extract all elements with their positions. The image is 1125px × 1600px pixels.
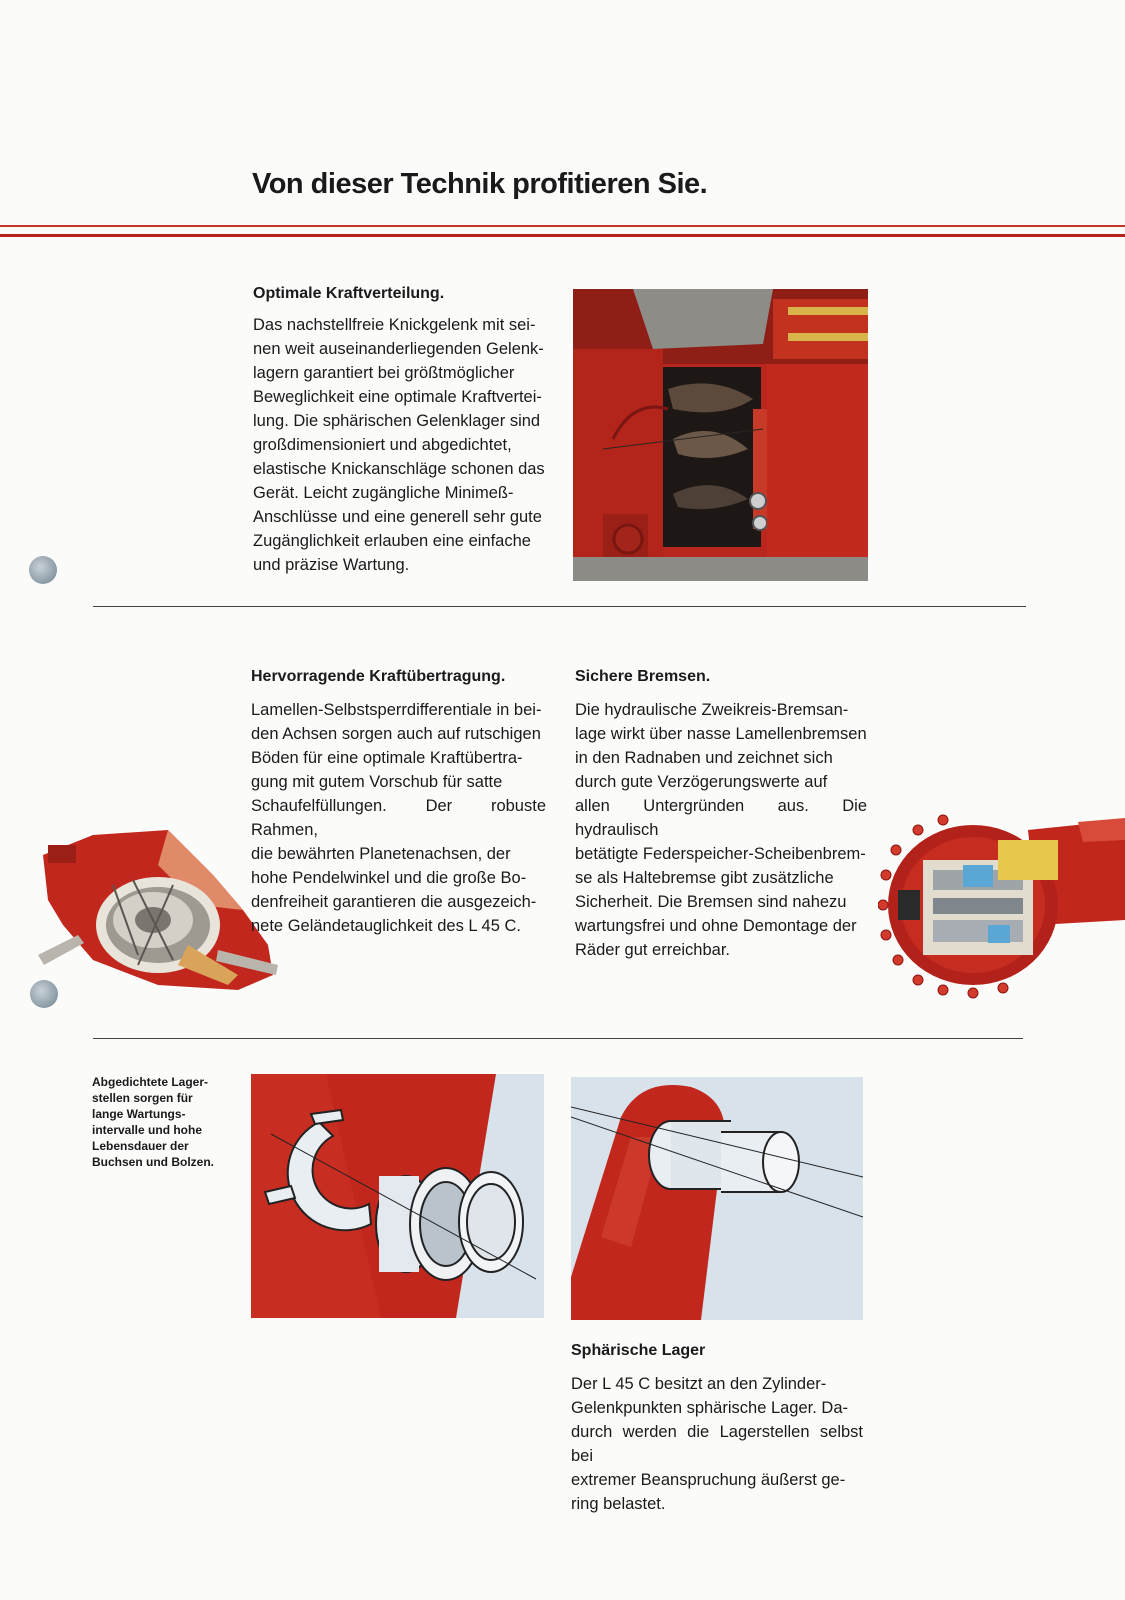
section-kraftverteilung [253, 285, 545, 577]
text-line: in den Radnaben und zeichnet sich [575, 749, 833, 767]
section-bremsen [575, 668, 867, 962]
header-rule-thick [0, 234, 1125, 237]
text-line: allen Untergründen aus. Die hydraulisch [575, 797, 867, 839]
caption-line: Abgedichtete Lager- [92, 1075, 209, 1089]
caption-line: intervalle und hohe [92, 1123, 203, 1137]
section-heading: Optimale Kraftverteilung. [253, 285, 445, 302]
section-sphaerische-lager [571, 1342, 863, 1516]
text-line: ring belastet. [571, 1495, 666, 1513]
text-line: Der L 45 C besitzt an den Zylinder- [571, 1375, 827, 1393]
text-line: und präzise Wartung. [253, 556, 410, 574]
text-line: Zugänglichkeit erlauben eine einfache [253, 532, 531, 550]
section-heading: Hervorragende Kraftübertragung. [251, 668, 506, 685]
text-line: lage wirkt über nasse Lamellenbremsen [575, 725, 867, 743]
text-line: Gelenkpunkten sphärische Lager. Da- [571, 1399, 849, 1417]
text-line: Schaufelfüllungen. Der robuste Rahmen, [251, 797, 546, 839]
text-line: Räder gut erreichbar. [575, 941, 731, 959]
text-line: Lamellen-Selbstsperrdifferentiale in bei- [251, 701, 542, 719]
differential-illustration [38, 815, 278, 1000]
caption-line: stellen sorgen für [92, 1091, 193, 1105]
caption-line: Buchsen und Bolzen. [92, 1155, 215, 1169]
punch-hole-upper [29, 556, 57, 584]
text-line: Anschlüsse und eine generell sehr gute [253, 508, 542, 526]
text-line: betätigte Federspeicher-Scheibenbrem- [575, 845, 866, 863]
text-line: Die hydraulische Zweikreis-Bremsan- [575, 701, 849, 719]
caption-line: lange Wartungs- [92, 1107, 186, 1121]
text-line: Gerät. Leicht zugängliche Minimeß- [253, 484, 514, 502]
section-kraftuebertragung [251, 668, 546, 938]
text-line: hohe Pendelwinkel und die große Bo- [251, 869, 527, 887]
header-rule-thin [0, 225, 1125, 227]
page-title: Von dieser Technik profitieren Sie. [252, 168, 708, 200]
text-line: Böden für eine optimale Kraftübertra- [251, 749, 523, 767]
text-line: elastische Knickanschläge schonen das [253, 460, 545, 478]
text-line: durch werden die Lagerstellen selbst bei [571, 1423, 863, 1465]
text-line: wartungsfrei und ohne Demontage der [575, 917, 857, 935]
lager-caption [92, 1074, 232, 1170]
section-heading: Sphärische Lager [571, 1342, 706, 1359]
text-line: nen weit auseinanderliegenden Gelenk- [253, 340, 544, 358]
section-heading: Sichere Bremsen. [575, 668, 711, 685]
text-line: gung mit gutem Vorschub für satte [251, 773, 503, 791]
knickgelenk-photo [573, 289, 868, 581]
text-line: se als Haltebremse gibt zusätzliche [575, 869, 834, 887]
text-line: lagern garantiert bei größtmöglicher [253, 364, 515, 382]
text-line: Sicherheit. Die Bremsen sind nahezu [575, 893, 847, 911]
text-line: durch gute Verzögerungswerte auf [575, 773, 828, 791]
text-line: die bewährten Planetenachsen, der [251, 845, 511, 863]
text-line: extremer Beanspruchung äußerst ge- [571, 1471, 846, 1489]
text-line: großdimensioniert und abgedichtet, [253, 436, 512, 454]
section-divider [93, 606, 1026, 607]
text-line: nete Geländetauglichkeit des L 45 C. [251, 917, 521, 935]
text-line: lung. Die sphärischen Gelenklager sind [253, 412, 541, 430]
text-line: denfreiheit garantieren die ausgezeich- [251, 893, 537, 911]
text-line: Beweglichkeit eine optimale Kraftvertei- [253, 388, 542, 406]
text-line: den Achsen sorgen auch auf rutschigen [251, 725, 541, 743]
brake-hub-illustration [878, 810, 1125, 1000]
bearing-exploded-illustration [251, 1074, 544, 1318]
text-line: Das nachstellfreie Knickgelenk mit sei- [253, 316, 536, 334]
caption-line: Lebensdauer der [92, 1139, 189, 1153]
bolt-illustration [571, 1077, 863, 1320]
section-divider [93, 1038, 1023, 1039]
